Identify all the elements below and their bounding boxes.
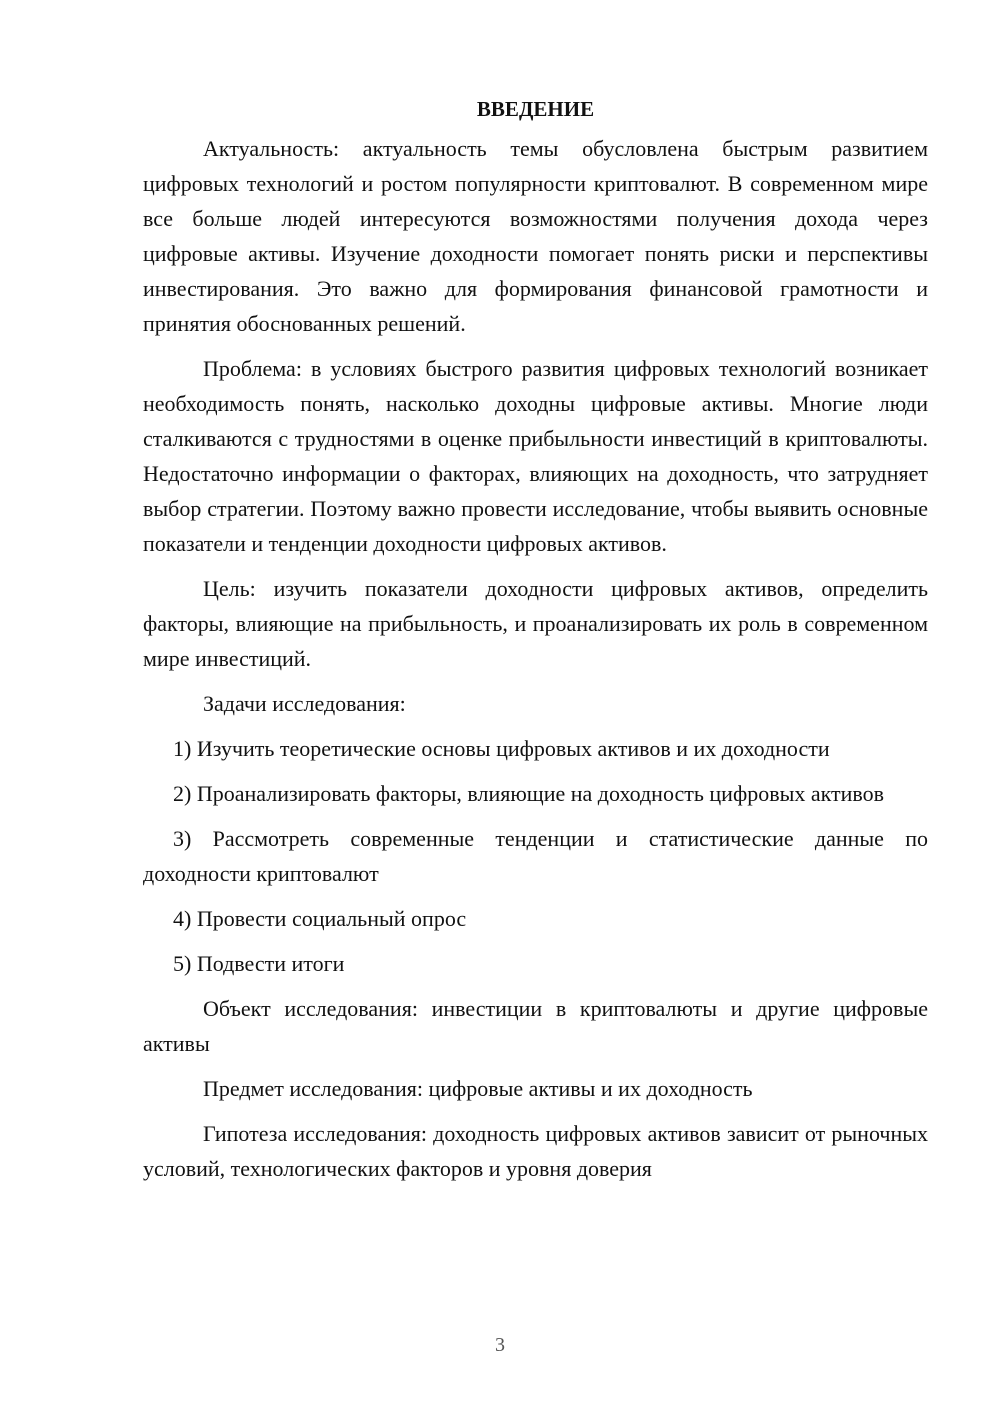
document-page: [143, 92, 928, 1196]
task-item-3: 3) Рассмотреть современные тенденции и статистические данные по доходности криптовалют: [143, 826, 928, 886]
hypothesis-paragraph: Гипотеза исследования: доходность цифровых активов зависит от рыночных условий, технологических факторов и уровня доверия: [143, 1121, 928, 1181]
task-item-2: 2) Проанализировать факторы, влияющие на доходность цифровых активов: [173, 781, 885, 806]
relevance-paragraph: Актуальность: актуальность темы обусловлена быстрым развитием цифровых технологий и ростом популярности криптовалют. В современном мире все больше людей интересуются возможностями получения дохода через цифровые активы. Изучение доходности помогает понять риски и перспективы инвестирования. Это важно для формирования финансовой грамотности и принятия обоснованных решений.: [143, 136, 928, 336]
object-paragraph: Объект исследования: инвестиции в криптовалюты и другие цифровые активы: [143, 996, 928, 1056]
task-item-4: 4) Провести социальный опрос: [173, 906, 467, 931]
section-heading: ВВЕДЕНИЕ: [476, 97, 595, 121]
problem-paragraph: Проблема: в условиях быстрого развития цифровых технологий возникает необходимость понять, насколько доходны цифровые активы. Многие люди сталкиваются с трудностями в оценке прибыльности инвестиций в криптовалюты. Недостаточно информации о факторах, влияющих на доходность, что затрудняет выбор стратегии. Поэтому важно провести исследование, чтобы выявить основные показатели и тенденции доходности цифровых активов.: [143, 356, 928, 556]
tasks-intro: Задачи исследования:: [203, 691, 406, 716]
task-list: [143, 731, 928, 981]
task-item-1: 1) Изучить теоретические основы цифровых активов и их доходности: [173, 736, 830, 761]
subject-paragraph: Предмет исследования: цифровые активы и их доходность: [203, 1076, 753, 1101]
task-item-5: 5) Подвести итоги: [173, 951, 345, 976]
goal-paragraph: Цель: изучить показатели доходности цифровых активов, определить факторы, влияющие на прибыльность, и проанализировать их роль в современном мире инвестиций.: [143, 576, 928, 671]
page-number: 3: [495, 1334, 505, 1356]
